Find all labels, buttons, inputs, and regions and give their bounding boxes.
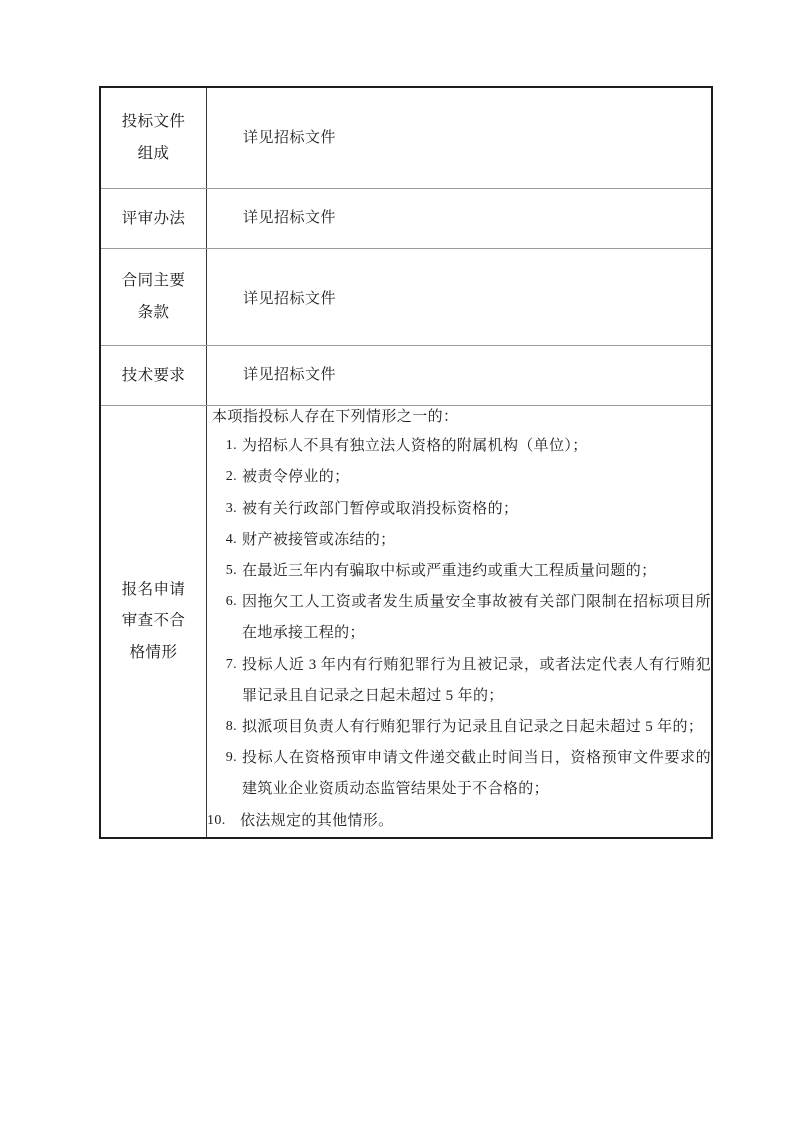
label-line: 技术要求 [121,366,186,384]
list-item-number: 7. [225,656,237,672]
label-line: 条款 [137,304,170,321]
list-item [207,743,711,805]
list-item-text: 投标人在资格预审申请文件递交截止时间当日，资格预审文件要求的建筑业企业资质动态监管结果处于不合格的； [242,750,711,798]
label-line: 组成 [137,145,170,162]
label-line: 评审办法 [121,209,186,227]
label-line: 格情形 [129,644,178,662]
table-body [100,87,712,838]
list-item-text: 在最近三年内有骗取中标或严重违约或重大工程质量问题的； [242,563,657,579]
label-text [105,265,202,329]
label-line: 合同主要 [121,272,186,290]
label-line: 审查不合 [121,612,186,630]
list-item-text: 因拖欠工人工资或者发生质量安全事故被有关部门限制在招标项目所在地承接工程的； [242,594,711,642]
list-item-text: 被责令停业的； [242,469,350,486]
clause-intro-text: 本项指投标人存在下列情形之一的： [212,409,459,425]
value-text: 详见招标文件 [243,290,337,307]
list-item [207,525,711,556]
list-item [207,806,711,837]
label-text [105,574,202,669]
list-item-text: 拟派项目负责人有行贿犯罪行为记录且自记录之日起未超过 5 年的； [242,718,704,735]
list-item-text: 依法规定的其他情形。 [240,812,394,829]
list-item-number: 9. [225,750,237,766]
row-value-technical-requirements [207,346,713,406]
table-row [100,406,712,838]
list-item [207,712,711,743]
list-item-number: 3. [225,500,237,516]
label-text [105,360,202,392]
list-item-text: 投标人近 3 年内有行贿犯罪行为且被记录，或者法定代表人有行贿犯罪记录且自记录之日起未超过 5 年的； [242,656,711,704]
row-value-main-contract-terms [207,249,713,346]
row-label-main-contract-terms [100,249,207,346]
row-value-evaluation-method [207,189,713,249]
table-row [100,346,712,406]
list-item [207,462,711,493]
value-text: 详见招标文件 [243,210,337,227]
row-value-disqualification-cases [207,406,713,838]
list-item-number: 1. [225,438,237,454]
list-item [207,494,711,525]
list-item [207,431,711,462]
list-item-text: 为招标人不具有独立法人资格的附属机构（单位）； [242,438,588,455]
list-item-number: 8. [225,718,237,734]
value-text: 详见招标文件 [243,129,337,146]
list-item [207,556,711,587]
row-label-disqualification-cases [100,406,207,838]
row-label-evaluation-method [100,189,207,249]
label-line: 投标文件 [121,113,186,131]
table-row [100,249,712,346]
label-text [105,203,202,235]
list-item-number: 10. [207,812,226,828]
list-item-number: 6. [225,594,237,610]
label-text [105,106,202,170]
tender-requirements-table [99,86,713,839]
list-item-number: 2. [225,469,237,485]
row-label-bid-document-composition [100,87,207,189]
table-row [100,189,712,249]
row-label-technical-requirements [100,346,207,406]
list-item [207,650,711,712]
row-value-bid-document-composition [207,87,713,189]
disqualification-clause-list [207,431,711,836]
list-item-text: 财产被接管或冻结的； [242,531,396,548]
list-item [207,587,711,649]
table-row [100,87,712,189]
list-item-number: 4. [225,531,237,547]
label-line: 报名申请 [121,580,186,598]
value-text: 详见招标文件 [243,367,337,384]
list-item-text: 被有关行政部门暂停或取消投标资格的； [242,500,519,517]
list-item-number: 5. [225,563,237,578]
